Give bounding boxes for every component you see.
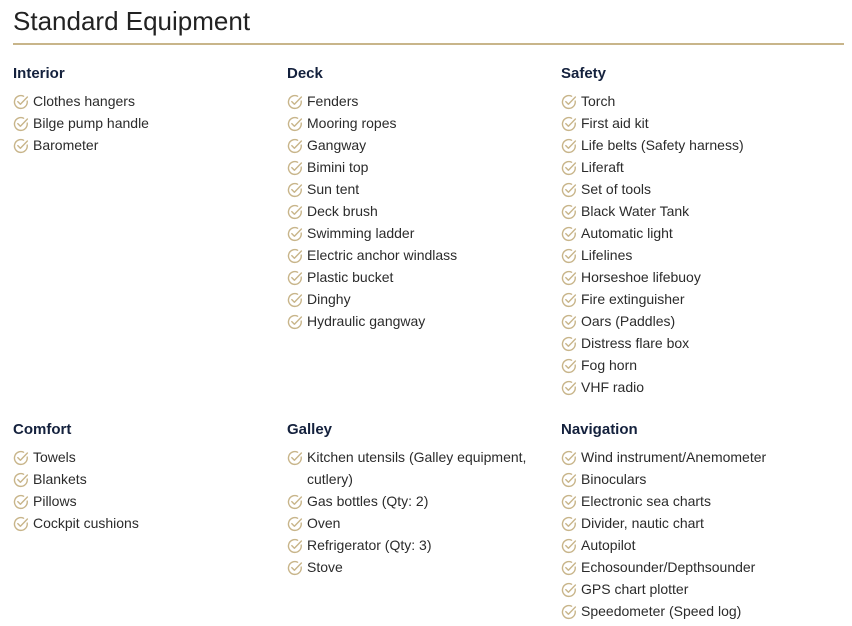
equipment-item-label: Automatic light xyxy=(581,225,673,241)
equipment-item xyxy=(561,556,821,578)
equipment-item-label: Gangway xyxy=(307,137,367,153)
equipment-item-label: Lifelines xyxy=(581,247,633,263)
check-circle-icon xyxy=(561,516,577,532)
section-interior xyxy=(13,64,273,156)
equipment-item xyxy=(287,534,549,556)
equipment-item-label: Pillows xyxy=(33,493,77,509)
equipment-item-label: Plastic bucket xyxy=(307,269,394,285)
equipment-list xyxy=(287,90,547,332)
check-circle-icon xyxy=(13,472,29,488)
check-circle-icon xyxy=(561,494,577,510)
equipment-item xyxy=(561,354,821,376)
check-circle-icon xyxy=(561,160,577,176)
equipment-item xyxy=(287,178,547,200)
check-circle-icon xyxy=(13,138,29,154)
equipment-item xyxy=(561,244,821,266)
check-circle-icon xyxy=(561,226,577,242)
equipment-item xyxy=(561,534,821,556)
check-circle-icon xyxy=(561,182,577,198)
equipment-item-label: Electric anchor windlass xyxy=(307,247,458,263)
equipment-item-label: Bimini top xyxy=(307,159,369,175)
check-circle-icon xyxy=(287,516,303,532)
equipment-item-label: Autopilot xyxy=(581,537,636,553)
equipment-item-label: Barometer xyxy=(33,137,99,153)
equipment-item xyxy=(561,156,821,178)
check-circle-icon xyxy=(287,494,303,510)
check-circle-icon xyxy=(13,494,29,510)
check-circle-icon xyxy=(13,516,29,532)
check-circle-icon xyxy=(561,314,577,330)
equipment-item xyxy=(561,468,821,490)
equipment-item xyxy=(561,490,821,512)
equipment-item-label: Wind instrument/Anemometer xyxy=(581,449,767,465)
check-circle-icon xyxy=(287,538,303,554)
equipment-item xyxy=(561,178,821,200)
equipment-item-label: Cockpit cushions xyxy=(33,515,139,531)
equipment-item-label: First aid kit xyxy=(581,115,649,131)
equipment-item xyxy=(13,490,273,512)
equipment-item xyxy=(561,288,821,310)
section-heading: Interior xyxy=(13,65,65,82)
equipment-item xyxy=(287,490,549,512)
equipment-item xyxy=(561,332,821,354)
check-circle-icon xyxy=(561,380,577,396)
equipment-item-label: Sun tent xyxy=(307,181,360,197)
equipment-item xyxy=(287,112,547,134)
check-circle-icon xyxy=(561,116,577,132)
section-deck xyxy=(287,64,547,332)
equipment-item-label: Binoculars xyxy=(581,471,647,487)
check-circle-icon xyxy=(561,450,577,466)
equipment-item xyxy=(561,310,821,332)
equipment-item xyxy=(561,512,821,534)
check-circle-icon xyxy=(287,270,303,286)
equipment-item-label: Oars (Paddles) xyxy=(581,313,676,329)
equipment-list xyxy=(287,446,549,578)
equipment-list xyxy=(13,446,273,534)
check-circle-icon xyxy=(13,116,29,132)
equipment-item-label: Mooring ropes xyxy=(307,115,397,131)
equipment-item xyxy=(561,600,821,622)
equipment-item xyxy=(561,222,821,244)
equipment-item-label: Oven xyxy=(307,515,341,531)
equipment-item-label: Distress flare box xyxy=(581,335,690,351)
equipment-item xyxy=(287,134,547,156)
check-circle-icon xyxy=(13,94,29,110)
check-circle-icon xyxy=(561,292,577,308)
equipment-item-label: Clothes hangers xyxy=(33,93,135,109)
check-circle-icon xyxy=(287,116,303,132)
equipment-item-label: Hydraulic gangway xyxy=(307,313,426,329)
section-heading: Deck xyxy=(287,65,323,82)
check-circle-icon xyxy=(561,538,577,554)
check-circle-icon xyxy=(287,292,303,308)
check-circle-icon xyxy=(561,138,577,154)
equipment-item-label: Gas bottles (Qty: 2) xyxy=(307,493,429,509)
equipment-item xyxy=(287,288,547,310)
check-circle-icon xyxy=(561,204,577,220)
check-circle-icon xyxy=(561,472,577,488)
equipment-item-label: Stove xyxy=(307,559,343,575)
equipment-item xyxy=(13,134,273,156)
equipment-item xyxy=(287,512,549,534)
check-circle-icon xyxy=(287,94,303,110)
check-circle-icon xyxy=(561,358,577,374)
equipment-item xyxy=(13,446,273,468)
check-circle-icon xyxy=(287,160,303,176)
page-title: Standard Equipment xyxy=(13,6,251,36)
equipment-item xyxy=(561,112,821,134)
equipment-item-label: Bilge pump handle xyxy=(33,115,149,131)
equipment-item xyxy=(561,376,821,398)
check-circle-icon xyxy=(561,560,577,576)
check-circle-icon xyxy=(287,450,303,466)
equipment-item xyxy=(287,200,547,222)
equipment-item xyxy=(561,266,821,288)
equipment-item xyxy=(561,134,821,156)
equipment-item xyxy=(13,468,273,490)
equipment-item-label: VHF radio xyxy=(581,379,645,395)
title-divider xyxy=(13,43,844,45)
equipment-item-label: Swimming ladder xyxy=(307,225,415,241)
check-circle-icon xyxy=(287,226,303,242)
equipment-list xyxy=(561,90,821,398)
equipment-item xyxy=(287,310,547,332)
equipment-item-label: GPS chart plotter xyxy=(581,581,689,597)
equipment-item xyxy=(287,446,549,490)
equipment-item xyxy=(287,222,547,244)
check-circle-icon xyxy=(561,248,577,264)
equipment-item xyxy=(287,556,549,578)
equipment-item xyxy=(287,156,547,178)
section-heading: Safety xyxy=(561,65,607,82)
equipment-item xyxy=(287,90,547,112)
equipment-item-label: Kitchen utensils (Galley equipment, cutlery) xyxy=(307,449,527,487)
check-circle-icon xyxy=(287,314,303,330)
check-circle-icon xyxy=(561,604,577,620)
section-heading: Comfort xyxy=(13,421,72,438)
check-circle-icon xyxy=(287,204,303,220)
section-galley xyxy=(287,420,549,578)
equipment-item-label: Set of tools xyxy=(581,181,652,197)
equipment-item-label: Fenders xyxy=(307,93,359,109)
equipment-item-label: Echosounder/Depthsounder xyxy=(581,559,756,575)
section-heading: Galley xyxy=(287,421,333,438)
equipment-item xyxy=(13,90,273,112)
equipment-item-label: Towels xyxy=(33,449,76,465)
equipment-item-label: Fire extinguisher xyxy=(581,291,685,307)
equipment-item-label: Horseshoe lifebuoy xyxy=(581,269,701,285)
check-circle-icon xyxy=(287,248,303,264)
check-circle-icon xyxy=(561,270,577,286)
check-circle-icon xyxy=(561,582,577,598)
equipment-item xyxy=(287,244,547,266)
check-circle-icon xyxy=(13,450,29,466)
check-circle-icon xyxy=(561,336,577,352)
equipment-item xyxy=(561,200,821,222)
equipment-item xyxy=(13,112,273,134)
equipment-item xyxy=(287,266,547,288)
equipment-item-label: Electronic sea charts xyxy=(581,493,711,509)
equipment-item-label: Life belts (Safety harness) xyxy=(581,137,744,153)
equipment-item xyxy=(13,512,273,534)
equipment-list xyxy=(561,446,821,622)
section-navigation xyxy=(561,420,821,622)
equipment-item-label: Liferaft xyxy=(581,159,624,175)
equipment-item xyxy=(561,90,821,112)
equipment-item-label: Divider, nautic chart xyxy=(581,515,704,531)
equipment-item-label: Fog horn xyxy=(581,357,638,373)
section-comfort xyxy=(13,420,273,534)
equipment-list xyxy=(13,90,273,156)
check-circle-icon xyxy=(287,560,303,576)
equipment-item-label: Blankets xyxy=(33,471,87,487)
equipment-item-label: Refrigerator (Qty: 3) xyxy=(307,537,432,553)
equipment-item xyxy=(561,578,821,600)
check-circle-icon xyxy=(287,182,303,198)
check-circle-icon xyxy=(287,138,303,154)
equipment-item-label: Black Water Tank xyxy=(581,203,690,219)
section-heading: Navigation xyxy=(561,421,638,438)
equipment-item-label: Speedometer (Speed log) xyxy=(581,603,742,619)
equipment-item-label: Deck brush xyxy=(307,203,378,219)
equipment-item-label: Torch xyxy=(581,93,616,109)
equipment-item-label: Dinghy xyxy=(307,291,351,307)
equipment-item xyxy=(561,446,821,468)
section-safety xyxy=(561,64,821,398)
check-circle-icon xyxy=(561,94,577,110)
